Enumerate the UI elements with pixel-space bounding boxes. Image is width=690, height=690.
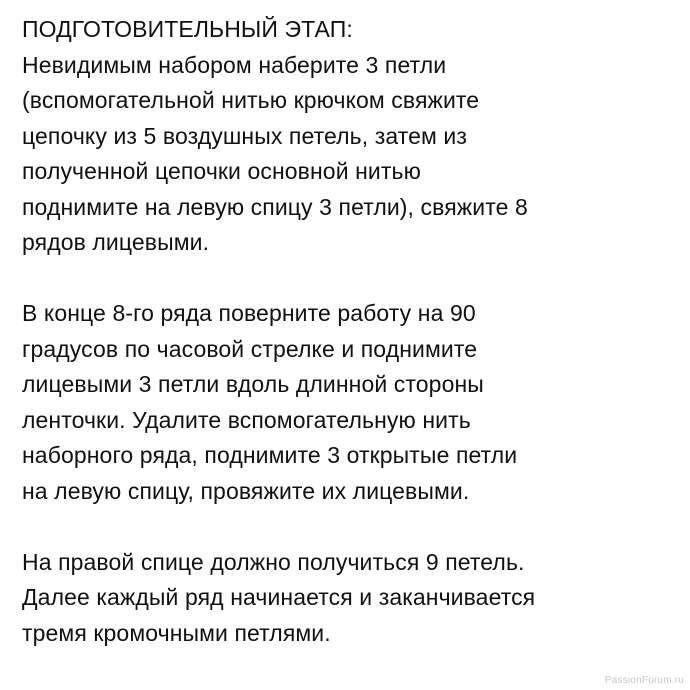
paragraph-3 [22, 545, 672, 652]
paragraph-line: На правой спице должно получиться 9 петель. [22, 548, 525, 575]
paragraph-line: на левую спицу, провяжите их лицевыми. [22, 477, 470, 504]
watermark: PassionForum.ru [604, 675, 684, 686]
section-heading: ПОДГОТОВИТЕЛЬНЫЙ ЭТАП: [22, 16, 353, 42]
paragraph-1 [22, 48, 672, 261]
paragraph-line: Невидимым набором наберите 3 петли [22, 51, 447, 78]
paragraph-line: градусов по часовой стрелке и поднимите [22, 335, 478, 362]
paragraph-line: ленточки. Удалите вспомогательную нить [22, 406, 471, 433]
paragraph-line: тремя кромочными петлями. [22, 619, 331, 646]
paragraph-line: поднимите на левую спицу 3 петли), свяжите 8 [22, 193, 528, 220]
paragraph-line: Далее каждый ряд начинается и заканчивается [22, 584, 536, 610]
document-text [22, 12, 672, 651]
paragraph-line: цепочку из 5 воздушных петель, затем из [22, 122, 467, 149]
paragraph-line: полученной цепочки основной нитью [22, 158, 421, 184]
paragraph-spacer [22, 261, 672, 297]
paragraph-line: рядов лицевыми. [22, 229, 210, 255]
paragraph-2 [22, 296, 672, 509]
paragraph-line: (вспомогательной нитью крючком свяжите [22, 87, 480, 113]
paragraph-line: лицевыми 3 петли вдоль длинной стороны [22, 371, 484, 397]
paragraph-line: В конце 8-го ряда поверните работу на 90 [22, 300, 476, 326]
paragraph-spacer [22, 509, 672, 545]
paragraph-line: наборного ряда, поднимите 3 открытые петли [22, 442, 518, 468]
